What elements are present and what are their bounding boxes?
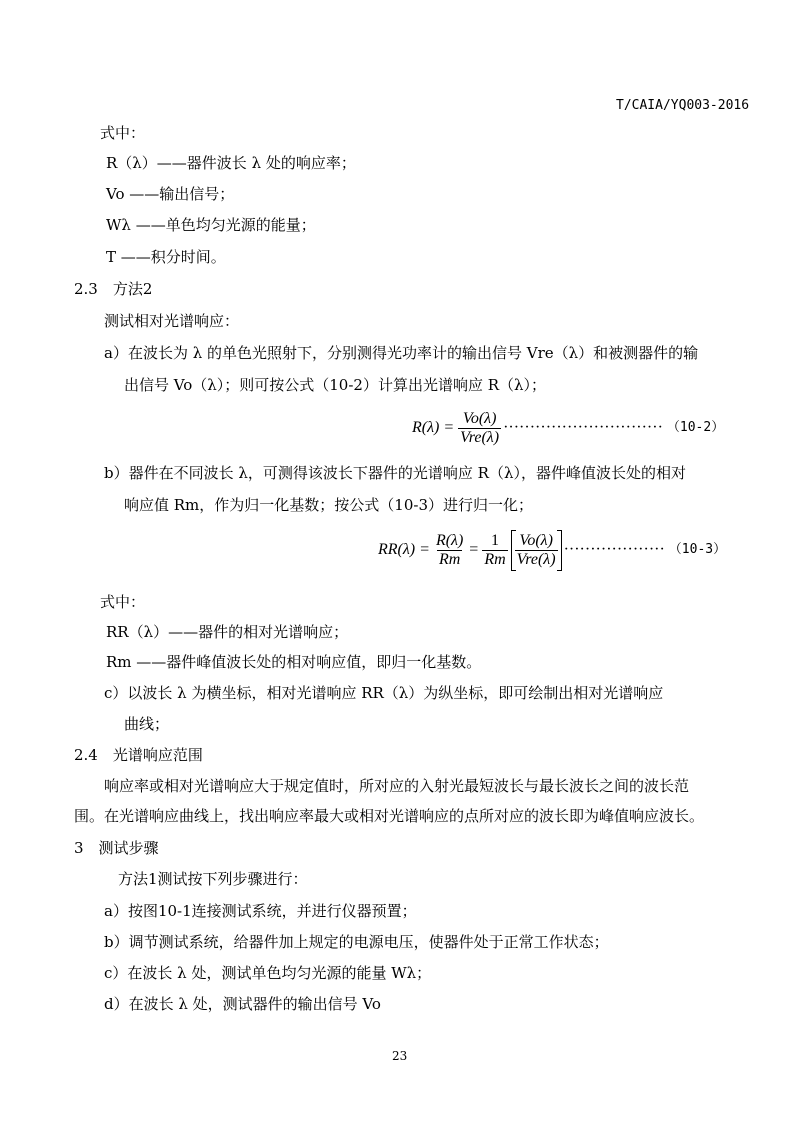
text-line-2: R（λ）——器件波长 λ 处的响应率； — [106, 154, 356, 172]
formula1-fraction — [458, 410, 501, 447]
text-line-18: 响应率或相对光谱响应大于规定值时，所对应的入射光最短波长与最长波长之间的波长范 — [104, 777, 690, 795]
section-2-4-heading: 2.4 光谱响应范围 — [74, 746, 203, 764]
formula2-tag: （10-3） — [668, 542, 727, 557]
formula2-denominator-1: Rm — [438, 550, 461, 568]
text-line-12: 式中： — [100, 593, 146, 611]
text-line-22: a）按图10-1连接测试系统，并进行仪器预置； — [104, 902, 417, 920]
formula2-numerator-2: 1 — [490, 531, 499, 549]
formula1-numerator: Vo(λ) — [462, 409, 497, 427]
formula1-tag: （10-2） — [666, 420, 725, 435]
text-line-5: T ——积分时间。 — [106, 248, 226, 266]
formula2-numerator-3: Vo(λ) — [519, 531, 553, 549]
text-line-11: 响应值 Rm，作为归一化基数；按公式（10-3）进行归一化； — [124, 496, 533, 514]
formula2-fraction-3 — [515, 532, 558, 569]
formula-10-3 — [378, 524, 726, 576]
formula1-lhs: R(λ) = — [412, 419, 455, 436]
formula2-denominator-3: Vre(λ) — [516, 550, 556, 568]
page-number: 23 — [392, 1049, 408, 1063]
text-line-1: 式中： — [100, 124, 146, 142]
section-3-heading: 3 测试步骤 — [74, 839, 159, 857]
text-line-19: 围。在光谱响应曲线上，找出响应率最大或相对光谱响应的点所对应的波长即为峰值响应波长。 — [74, 807, 705, 825]
text-line-15: c）以波长 λ 为横坐标，相对光谱响应 RR（λ）为纵坐标，即可绘制出相对光谱响应 — [104, 684, 664, 702]
formula2-leader: ··················· — [563, 541, 665, 558]
text-line-9: 出信号 Vo（λ）；则可按公式（10-2）计算出光谱响应 R（λ）； — [124, 376, 547, 394]
text-line-21: 方法1测试按下列步骤进行： — [118, 870, 308, 888]
formula2-bracket — [511, 530, 562, 571]
formula2-denominator-2: Rm — [484, 550, 506, 568]
formula2-lhs: RR(λ) = — [378, 541, 430, 558]
formula1-denominator: Vre(λ) — [460, 428, 500, 446]
text-line-14: Rm ——器件峰值波长处的相对响应值，即归一化基数。 — [106, 653, 482, 671]
text-line-8: a）在波长为 λ 的单色光照射下，分别测得光功率计的输出信号 Vre（λ）和被测器件的输 — [104, 344, 699, 362]
formula2-equals: = — [469, 541, 479, 558]
text-line-13: RR（λ）——器件的相对光谱响应； — [106, 623, 349, 641]
section-2-3-heading: 2.3 方法2 — [74, 280, 153, 298]
text-line-10: b）器件在不同波长 λ，可测得该波长下器件的光谱响应 R（λ），器件峰值波长处的相对 — [104, 464, 686, 482]
text-line-23: b）调节测试系统，给器件加上规定的电源电压，使器件处于正常工作状态； — [104, 933, 609, 951]
text-line-16: 曲线； — [124, 715, 170, 733]
formula1-leader: ······························ — [503, 419, 663, 436]
formula2-numerator-1: R(λ) — [435, 531, 464, 549]
text-line-24: c）在波长 λ 处，测试单色均匀光源的能量 Wλ； — [104, 964, 432, 982]
document-header: T/CAIA/YQ003-2016 — [616, 98, 750, 113]
formula-10-2 — [412, 406, 724, 450]
text-line-7: 测试相对光谱响应： — [104, 312, 240, 330]
formula2-fraction-2 — [482, 532, 507, 569]
text-line-25: d）在波长 λ 处，测试器件的输出信号 Vo — [104, 995, 381, 1013]
text-line-4: Wλ ——单色均匀光源的能量； — [106, 216, 316, 234]
formula2-fraction-1 — [434, 532, 465, 569]
text-line-3: Vo ——输出信号； — [106, 185, 235, 203]
